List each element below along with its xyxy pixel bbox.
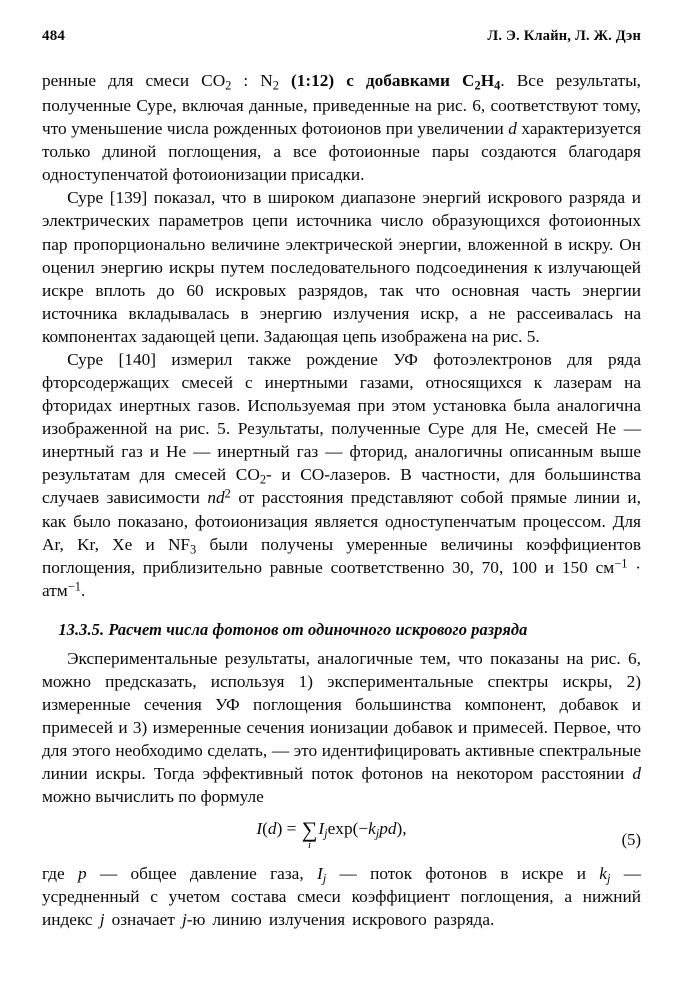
running-title: Л. Э. Клайн, Л. Ж. Дэн: [487, 28, 641, 44]
paragraph-2: Суре [139] показал, что в широком диапазоне энергий искрового разряда и электрических параметров цепи источника число образующихся фотоионных пар пропорционально величине электрической энергии, вложенной в искру. Он оценил энергию искры путем последовательного подсоединения к излучающей искре вплоть до 60 искровых разрядов, так что основная часть энергии источника вкладывалась в энергию излучения искр, а не рассеивалась на компонентах задающей цепи. Задающая цепь изображена на рис. 5.: [42, 188, 641, 346]
paragraph-4: Экспериментальные результаты, аналогичные тем, что показаны на рис. 6, можно предсказать, используя 1) экспериментальные спектры искры, 2) измеренные сечения УФ поглощения большинства компонент, добавок и примесей и 3) измеренные сечения ионизации добавок и примесей. Первое, что для этого необходимо сделать, — это идентифицировать активные спектральные линии искры. Тогда эффективный поток фотонов на некотором расстоянии d можно вычислить по формуле: [42, 648, 641, 807]
equation-5: I(d) = ∑ i $I_j\exp(-k_jpd)$,: [256, 817, 407, 852]
page-number: 484: [42, 28, 66, 44]
paragraph-1: ренные для смеси $CO_2$ : $N_2$ (1:12) с добавками $C_2H_4$. Все результаты, полученные Суре, включая данные, приведенные на рис. 6, соответствуют тому, что уменьшение числа рожденных фотоионов при увеличении d характеризуется только длиной поглощения, а все фотоионные пары создаются благодаря одноступенчатой фотоионизации присадки.: [42, 71, 642, 185]
page-header: [42, 28, 641, 45]
paragraph-5: где p — общее давление газа, $I_j$ — поток фотонов в искре и $k_j$ — усредненный с учетом состава смеси коэффициент поглощения, а нижний индекс j означает j-ю линию излучения искрового разряда.: [42, 864, 642, 930]
page-body: [42, 69, 641, 931]
equation-block: [42, 819, 641, 853]
paragraph-3: Суре [140] измерил также рождение УФ фотоэлектронов для ряда фторсодержащих смесей с инертными газами, относящихся к лазерам на фторидах инертных газов. Используемая при этом установка была аналогична изображенной на рис. 5. Результаты, полученные Суре для Не, смесей Не — инертный газ и Не — инертный газ — фторид, аналогичны описанным выше результатам для смесей $CO_2-$ и CO-лазеров. В частности, для большинства случаев зависимости $nd^2$ от расстояния представляют собой прямые линии и, как было показано, фотоионизация является одноступенчатым процессом. Для Ar, Kr, Xe и $NF_3$ были получены умеренные величины коэффициентов поглощения, приблизительно равные соответственно 30, 70, 100 и 150 $см^{-1} \cdot атм^{-1}$.: [42, 349, 642, 600]
summation-symbol: ∑ i: [301, 817, 318, 852]
equation-number: (5): [621, 830, 641, 850]
section-heading: 13.3.5. Расчет числа фотонов от одиночного искрового разряда: [58, 619, 528, 639]
